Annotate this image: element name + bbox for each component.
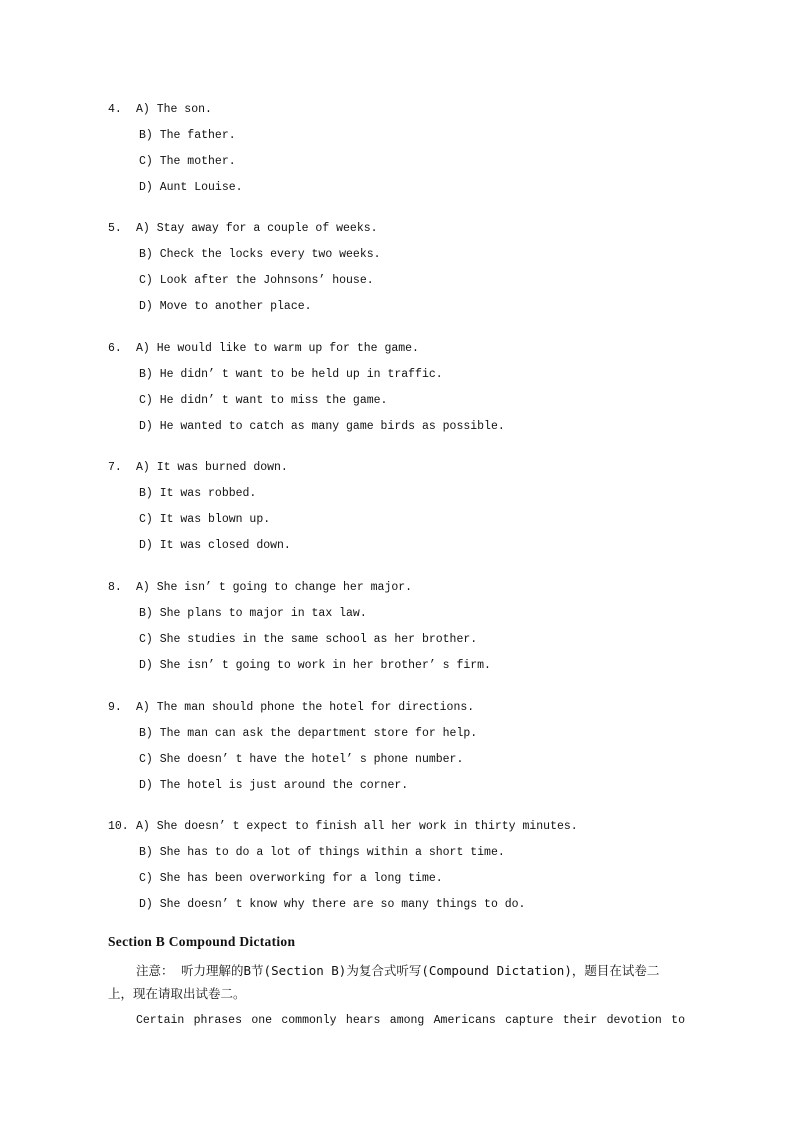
option-label: A) [136, 581, 150, 594]
option-d [139, 778, 408, 794]
option-text: The man can ask the department store for help. [159, 727, 478, 740]
option-b [139, 486, 256, 502]
question-5 [0, 221, 794, 317]
option-text: She doesn’ t expect to finish all her work in thirty minutes. [156, 820, 578, 833]
option-a [136, 460, 288, 476]
option-text: The hotel is just around the corner. [159, 779, 409, 792]
dictation-passage-line: Certain phrases one commonly hears among Americans capture their devotion to [136, 1014, 685, 1027]
option-a [136, 341, 419, 357]
option-label: C) [139, 274, 153, 287]
option-label: C) [139, 155, 153, 168]
option-text: He wanted to catch as many game birds as possible. [159, 420, 505, 433]
option-label: A) [136, 461, 150, 474]
option-d [139, 299, 312, 315]
section-b-heading: Section B Compound Dictation [108, 934, 296, 949]
option-label: D) [139, 420, 153, 433]
option-text: It was blown up. [159, 513, 271, 526]
option-label: D) [139, 181, 153, 194]
question-10 [0, 819, 794, 915]
option-c [139, 871, 443, 887]
option-label: A) [136, 701, 150, 714]
option-text: The father. [159, 129, 236, 142]
option-label: D) [139, 898, 153, 911]
option-label: D) [139, 539, 153, 552]
option-a [136, 700, 474, 716]
option-label: A) [136, 342, 150, 355]
option-d [139, 419, 505, 435]
question-number: 9. [108, 701, 122, 714]
option-text: She has been overworking for a long time. [159, 872, 443, 885]
option-b [139, 845, 505, 861]
option-text: She has to do a lot of things within a short time. [159, 846, 505, 859]
option-text: He didn’ t want to miss the game. [159, 394, 388, 407]
option-d [139, 658, 491, 674]
option-label: C) [139, 872, 153, 885]
option-b [139, 726, 477, 742]
option-label: C) [139, 513, 153, 526]
option-c [139, 512, 270, 528]
option-text: She isn’ t going to work in her brother’ s firm. [159, 659, 491, 672]
option-a [136, 819, 578, 835]
question-number: 8. [108, 581, 122, 594]
option-label: D) [139, 300, 153, 313]
option-b [139, 367, 443, 383]
option-text: The son. [156, 103, 212, 116]
question-8 [0, 580, 794, 676]
option-c [139, 752, 463, 768]
option-label: B) [139, 607, 153, 620]
option-text: Aunt Louise. [159, 181, 243, 194]
option-label: A) [136, 820, 150, 833]
option-b [139, 247, 381, 263]
option-c [139, 393, 387, 409]
option-label: C) [139, 753, 153, 766]
option-text: She doesn’ t have the hotel’ s phone number. [159, 753, 464, 766]
option-text: It was robbed. [159, 487, 257, 500]
option-label: B) [139, 368, 153, 381]
option-text: It was burned down. [156, 461, 288, 474]
option-a [136, 221, 378, 237]
option-text: Move to another place. [159, 300, 312, 313]
option-label: B) [139, 487, 153, 500]
section-b-note-line-2: 上，现在请取出试卷二。 [108, 986, 246, 1001]
question-6 [0, 341, 794, 437]
option-text: He would like to warm up for the game. [156, 342, 419, 355]
question-number: 4. [108, 103, 122, 116]
option-a [136, 580, 412, 596]
option-text: She studies in the same school as her brother. [159, 633, 478, 646]
option-label: A) [136, 103, 150, 116]
option-label: D) [139, 779, 153, 792]
option-text: Look after the Johnsons’ house. [159, 274, 374, 287]
option-text: The man should phone the hotel for directions. [156, 701, 475, 714]
question-number: 7. [108, 461, 122, 474]
question-7 [0, 460, 794, 556]
question-number: 10. [108, 820, 129, 833]
section-b-note-line-1: 注意： 听力理解的B节(Section B)为复合式听写(Compound Dictation)，题目在试卷二 [136, 963, 660, 978]
option-text: She doesn’ t know why there are so many things to do. [159, 898, 526, 911]
option-b [139, 606, 367, 622]
option-c [139, 154, 236, 170]
option-text: Stay away for a couple of weeks. [156, 222, 378, 235]
option-text: Check the locks every two weeks. [159, 248, 381, 261]
option-label: C) [139, 394, 153, 407]
option-label: D) [139, 659, 153, 672]
option-text: He didn’ t want to be held up in traffic. [159, 368, 443, 381]
option-d [139, 897, 525, 913]
question-number: 6. [108, 342, 122, 355]
option-text: The mother. [159, 155, 236, 168]
option-d [139, 538, 291, 554]
question-4 [0, 102, 794, 198]
option-a [136, 102, 212, 118]
option-d [139, 180, 243, 196]
option-text: She plans to major in tax law. [159, 607, 367, 620]
option-label: B) [139, 248, 153, 261]
option-c [139, 273, 374, 289]
option-text: It was closed down. [159, 539, 291, 552]
option-label: B) [139, 727, 153, 740]
question-number: 5. [108, 222, 122, 235]
option-c [139, 632, 477, 648]
option-text: She isn’ t going to change her major. [156, 581, 413, 594]
option-label: C) [139, 633, 153, 646]
question-9 [0, 700, 794, 796]
option-b [139, 128, 236, 144]
option-label: B) [139, 846, 153, 859]
option-label: A) [136, 222, 150, 235]
option-label: B) [139, 129, 153, 142]
